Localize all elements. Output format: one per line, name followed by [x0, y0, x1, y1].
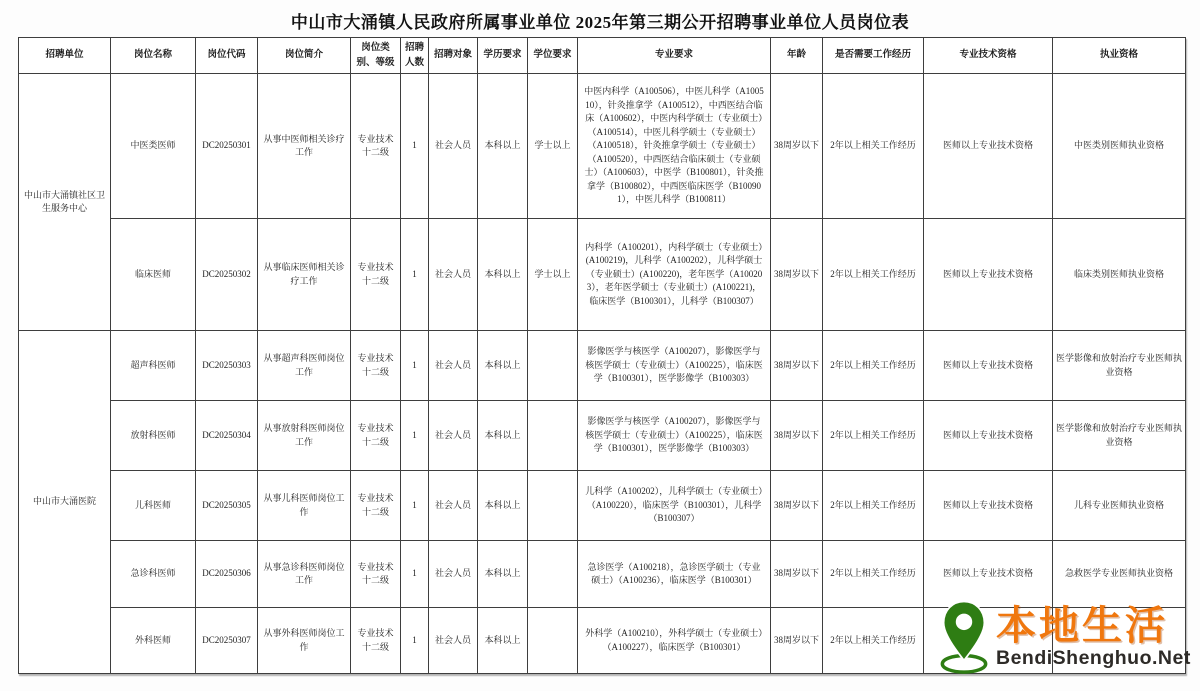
table-row: [19, 331, 1186, 401]
age-cell: 38周岁以下: [771, 331, 823, 401]
header-tech-qual: 专业技术资格: [924, 38, 1053, 74]
major-cell: 急诊医学（A100218），急诊医学硕士（专业硕士）（A100236），临床医学（B100301）: [578, 541, 771, 608]
header-target: 招聘对象: [429, 38, 478, 74]
major-cell: 影像医学与核医学（A100207），影像医学与核医学硕士（专业硕士）（A100225），临床医学（B100301），医学影像学（B100303）: [578, 401, 771, 471]
tech-qual-cell: 医师以上专业技术资格: [924, 74, 1053, 219]
practice-qual-cell: 儿科专业医师执业资格: [1053, 471, 1186, 541]
count-cell: 1: [401, 401, 429, 471]
count-cell: 1: [401, 219, 429, 331]
code-cell: DC20250304: [196, 401, 258, 471]
category-cell: 专业技术十二级: [351, 74, 401, 219]
category-cell: 专业技术十二级: [351, 401, 401, 471]
position-cell: 急诊科医师: [111, 541, 196, 608]
code-cell: DC20250307: [196, 608, 258, 674]
education-cell: 本科以上: [478, 219, 528, 331]
intro-cell: 从事儿科医师岗位工作: [258, 471, 351, 541]
table-row: [19, 74, 1186, 219]
intro-cell: 从事超声科医师岗位工作: [258, 331, 351, 401]
header-count: 招聘人数: [401, 38, 429, 74]
header-degree: 学位要求: [528, 38, 578, 74]
category-cell: 专业技术十二级: [351, 331, 401, 401]
tech-qual-cell: 医师以上专业技术资格: [924, 331, 1053, 401]
major-cell: 影像医学与核医学（A100207），影像医学与核医学硕士（专业硕士）（A100225），临床医学（B100301），医学影像学（B100303）: [578, 331, 771, 401]
table-row: [19, 541, 1186, 608]
degree-cell: 学士以上: [528, 74, 578, 219]
category-cell: 专业技术十二级: [351, 541, 401, 608]
age-cell: 38周岁以下: [771, 74, 823, 219]
major-cell: 中医内科学（A100506），中医儿科学（A100510），针灸推拿学（A100512），中西医结合临床（A100602），中医内科学硕士（专业硕士）（A100514），中医儿科学硕士（专业硕士）（A100518），针灸推拿学硕士（专业硕士）（A100520），中西医结合临床硕士（专业硕士）（A100603），中医学（B100801），针灸推拿学（B100802），中西医临床医学（B100901），中医儿科学（B100811）: [578, 74, 771, 219]
header-experience: 是否需要工作经历: [823, 38, 924, 74]
position-cell: 中医类医师: [111, 74, 196, 219]
education-cell: 本科以上: [478, 471, 528, 541]
header-practice-qual: 执业资格: [1053, 38, 1186, 74]
recruitment-table: [18, 37, 1186, 674]
major-cell: 儿科学（A100202），儿科学硕士（专业硕士）（A100220），临床医学（B100301），儿科学（B100307）: [578, 471, 771, 541]
target-cell: 社会人员: [429, 331, 478, 401]
tech-qual-cell: [924, 608, 1053, 674]
count-cell: 1: [401, 471, 429, 541]
age-cell: 38周岁以下: [771, 219, 823, 331]
watermark-en-text: BendiShenghuo.Net: [996, 646, 1191, 669]
count-cell: 1: [401, 331, 429, 401]
category-cell: 专业技术十二级: [351, 471, 401, 541]
major-cell: 外科学（A100210），外科学硕士（专业硕士）（A100227），临床医学（B100301）: [578, 608, 771, 674]
practice-qual-cell: 医学影像和放射治疗专业医师执业资格: [1053, 401, 1186, 471]
education-cell: 本科以上: [478, 331, 528, 401]
code-cell: DC20250306: [196, 541, 258, 608]
header-intro: 岗位简介: [258, 38, 351, 74]
intro-cell: 从事外科医师岗位工作: [258, 608, 351, 674]
practice-qual-cell: [1053, 608, 1186, 674]
intro-cell: 从事中医师相关诊疗工作: [258, 74, 351, 219]
practice-qual-cell: 中医类别医师执业资格: [1053, 74, 1186, 219]
age-cell: 38周岁以下: [771, 401, 823, 471]
header-major: 专业要求: [578, 38, 771, 74]
table-row: [19, 471, 1186, 541]
practice-qual-cell: 临床类别医师执业资格: [1053, 219, 1186, 331]
experience-cell: 2年以上相关工作经历: [823, 471, 924, 541]
target-cell: 社会人员: [429, 608, 478, 674]
age-cell: 38周岁以下: [771, 541, 823, 608]
position-cell: 超声科医师: [111, 331, 196, 401]
watermark-cn-text: 本地生活: [996, 603, 1168, 648]
intro-cell: 从事急诊科医师岗位工作: [258, 541, 351, 608]
code-cell: DC20250303: [196, 331, 258, 401]
target-cell: 社会人员: [429, 541, 478, 608]
experience-cell: 2年以上相关工作经历: [823, 74, 924, 219]
table-header-row: [19, 38, 1186, 74]
position-cell: 放射科医师: [111, 401, 196, 471]
count-cell: 1: [401, 541, 429, 608]
header-position: 岗位名称: [111, 38, 196, 74]
target-cell: 社会人员: [429, 471, 478, 541]
practice-qual-cell: 急救医学专业医师执业资格: [1053, 541, 1186, 608]
code-cell: DC20250301: [196, 74, 258, 219]
code-cell: DC20250305: [196, 471, 258, 541]
header-age: 年龄: [771, 38, 823, 74]
degree-cell: 学士以上: [528, 219, 578, 331]
header-education: 学历要求: [478, 38, 528, 74]
intro-cell: 从事临床医师相关诊疗工作: [258, 219, 351, 331]
target-cell: 社会人员: [429, 74, 478, 219]
intro-cell: 从事放射科医师岗位工作: [258, 401, 351, 471]
education-cell: 本科以上: [478, 401, 528, 471]
experience-cell: 2年以上相关工作经历: [823, 331, 924, 401]
practice-qual-cell: 医学影像和放射治疗专业医师执业资格: [1053, 331, 1186, 401]
experience-cell: 2年以上相关工作经历: [823, 608, 924, 674]
count-cell: 1: [401, 608, 429, 674]
degree-cell: [528, 471, 578, 541]
tech-qual-cell: 医师以上专业技术资格: [924, 219, 1053, 331]
count-cell: 1: [401, 74, 429, 219]
header-unit: 招聘单位: [19, 38, 111, 74]
page-title: 中山市大涌镇人民政府所属事业单位 2025年第三期公开招聘事业单位人员岗位表: [290, 13, 910, 32]
table-row: [19, 401, 1186, 471]
education-cell: 本科以上: [478, 608, 528, 674]
code-cell: DC20250302: [196, 219, 258, 331]
experience-cell: 2年以上相关工作经历: [823, 401, 924, 471]
tech-qual-cell: 医师以上专业技术资格: [924, 541, 1053, 608]
unit-cell: 中山市大涌镇社区卫生服务中心: [19, 74, 111, 331]
header-category: 岗位类别、等级: [351, 38, 401, 74]
unit-cell: 中山市大涌医院: [19, 331, 111, 674]
degree-cell: [528, 331, 578, 401]
tech-qual-cell: 医师以上专业技术资格: [924, 401, 1053, 471]
target-cell: 社会人员: [429, 219, 478, 331]
degree-cell: [528, 608, 578, 674]
age-cell: 38周岁以下: [771, 471, 823, 541]
category-cell: 专业技术十二级: [351, 608, 401, 674]
experience-cell: 2年以上相关工作经历: [823, 219, 924, 331]
target-cell: 社会人员: [429, 401, 478, 471]
position-cell: 外科医师: [111, 608, 196, 674]
header-code: 岗位代码: [196, 38, 258, 74]
major-cell: 内科学（A100201），内科学硕士（专业硕士）(A100219)，儿科学（A100202），儿科学硕士（专业硕士）(A100220)，老年医学（A100203），老年医学硕士（专业硕士）(A100221)，临床医学（B100301），儿科学（B100307）: [578, 219, 771, 331]
table-row: [19, 219, 1186, 331]
education-cell: 本科以上: [478, 541, 528, 608]
age-cell: 38周岁以下: [771, 608, 823, 674]
degree-cell: [528, 401, 578, 471]
table-row: [19, 608, 1186, 674]
tech-qual-cell: 医师以上专业技术资格: [924, 471, 1053, 541]
category-cell: 专业技术十二级: [351, 219, 401, 331]
position-cell: 临床医师: [111, 219, 196, 331]
education-cell: 本科以上: [478, 74, 528, 219]
position-cell: 儿科医师: [111, 471, 196, 541]
degree-cell: [528, 541, 578, 608]
experience-cell: 2年以上相关工作经历: [823, 541, 924, 608]
